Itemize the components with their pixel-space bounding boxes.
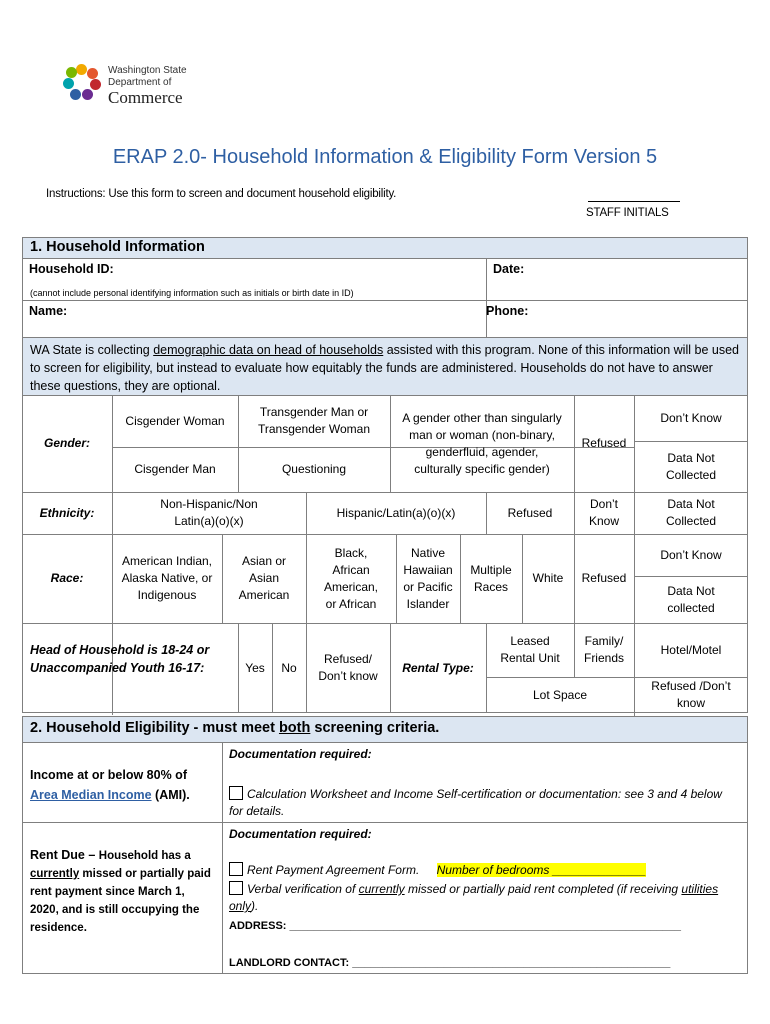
gender-other[interactable]: A gender other than singularly man or woman (non-binary, genderfluid, agender, culturally specific gender) (402, 410, 562, 476)
rent-doc-required: Documentation required: (229, 827, 372, 841)
verbal-verification-checkbox[interactable] (229, 881, 243, 895)
rental-hotel-motel[interactable]: Hotel/Motel (660, 642, 722, 657)
commerce-logo (62, 62, 202, 106)
ethnicity-hispanic[interactable]: Hispanic/Latin(a)(o)(x) (336, 505, 456, 520)
race-dont-know[interactable]: Don’t Know (660, 547, 722, 562)
logo-petal-icon (90, 79, 101, 90)
head-of-household-label: Head of Household is 18-24 or Unaccompanied Youth 16-17: (30, 643, 210, 675)
gender-cisgender-woman[interactable]: Cisgender Woman (125, 413, 225, 428)
income-doc-option: Calculation Worksheet and Income Self-certification or documentation: see 3 and 4 below for details. (229, 787, 722, 818)
hoh-yes[interactable]: Yes (245, 660, 265, 675)
instructions: Instructions: Use this form to screen and document household eligibility. (46, 188, 397, 200)
rent-agreement-checkbox[interactable] (229, 862, 243, 876)
income-doc-required: Documentation required: (229, 747, 372, 761)
race-label: Race: (50, 571, 84, 585)
household-id-note: (cannot include personal identifying information such as initials or birth date in ID) (30, 288, 354, 298)
staff-initials-field[interactable] (588, 190, 680, 202)
income-criterion: Income at or below 80% of Area Median Income (AMI). (30, 768, 190, 802)
name-label: Name: (29, 304, 68, 318)
name-field[interactable] (80, 302, 484, 335)
rental-lot-space[interactable]: Lot Space (532, 687, 588, 702)
rental-refused[interactable]: Refused /Don’t know (651, 679, 731, 710)
race-asian[interactable]: Asian or Asian American (238, 554, 290, 602)
race-american-indian[interactable]: American Indian, Alaska Native, or Indigenous (121, 554, 213, 602)
ethnicity-label: Ethnicity: (39, 505, 95, 520)
logo-line-2: Department of (108, 77, 172, 88)
section2-title: 2. Household Eligibility - must meet both screening criteria. (30, 720, 440, 736)
household-id-label: Household ID: (29, 262, 114, 276)
rental-leased[interactable]: Leased Rental Unit (500, 634, 560, 665)
race-white[interactable]: White (532, 571, 564, 585)
phone-label: Phone: (486, 304, 529, 318)
income-doc-checkbox[interactable] (229, 786, 243, 800)
race-multiple[interactable]: Multiple Races (470, 562, 512, 594)
logo-petal-icon (63, 78, 74, 89)
date-label: Date: (493, 262, 525, 276)
logo-petal-icon (87, 68, 98, 79)
rent-due-criterion: Rent Due – Household has a currently missed or partially paid rent payment since March 1, 2020, and is still occupying the residence. (30, 848, 211, 934)
phone-field[interactable] (535, 302, 745, 335)
hoh-refused[interactable]: Refused/ Don’t know (318, 652, 378, 683)
logo-petal-icon (70, 89, 81, 100)
gender-refused[interactable]: Refused (581, 436, 627, 450)
demographics-notice: WA State is collecting demographic data on head of households assisted with this program. None of this information will be used to screen for eligibility, but instead to evaluate how equitably the funds are administered. Households do not have to answer these questions, they are optional. (30, 343, 739, 393)
ethnicity-dont-know[interactable]: Don’t Know (588, 497, 620, 528)
address-field[interactable]: ADDRESS: ________________________________________________________________ (229, 920, 682, 932)
race-black[interactable]: Black, African American, or African (323, 545, 379, 611)
rent-doc-option-1: Rent Payment Agreement Form. Number of bedrooms ______________ (229, 862, 739, 879)
gender-label: Gender: (43, 436, 90, 450)
logo-petal-icon (82, 89, 93, 100)
area-median-income-link[interactable]: Area Median Income (30, 788, 152, 802)
rent-doc-option-2: Verbal verification of currently missed or partially paid rent completed (if receiving utilities only). (229, 882, 719, 913)
gender-transgender[interactable]: Transgender Man or Transgender Woman (257, 405, 371, 436)
landlord-contact-field[interactable]: LANDLORD CONTACT: ____________________________________________________ (229, 957, 671, 969)
logo-line-1: Washington State (108, 65, 187, 76)
race-native-hawaiian[interactable]: Native Hawaiian or Pacific Islander (403, 545, 453, 611)
gender-data-not-collected[interactable]: Data Not Collected (665, 450, 717, 482)
logo-petal-icon (76, 64, 87, 75)
staff-initials-label: STAFF INITIALS (586, 207, 669, 219)
ethnicity-refused[interactable]: Refused (507, 505, 553, 520)
hoh-no[interactable]: No (281, 660, 297, 675)
section1-title: 1. Household Information (30, 239, 205, 255)
gender-questioning[interactable]: Questioning (281, 462, 347, 476)
ethnicity-non-hispanic[interactable]: Non-Hispanic/Non Latin(a)(o)(x) (160, 497, 258, 528)
date-field[interactable] (535, 260, 745, 298)
form-title: ERAP 2.0- Household Information & Eligibility Form Version 5 (112, 146, 658, 168)
race-refused[interactable]: Refused (581, 571, 627, 585)
bedrooms-field[interactable]: Number of bedrooms ______________ (436, 863, 647, 877)
rental-family-friends[interactable]: Family/ Friends (583, 634, 624, 665)
household-id-field[interactable] (112, 260, 484, 284)
rental-type-label: Rental Type: (402, 660, 474, 675)
race-data-not-collected[interactable]: Data Not collected (667, 583, 715, 615)
gender-cisgender-man[interactable]: Cisgender Man (134, 462, 216, 476)
ethnicity-data-not-collected[interactable]: Data Not Collected (665, 497, 717, 528)
logo-petal-icon (66, 67, 77, 78)
logo-line-3: Commerce (108, 88, 183, 107)
gender-dont-know[interactable]: Don’t Know (660, 410, 722, 425)
